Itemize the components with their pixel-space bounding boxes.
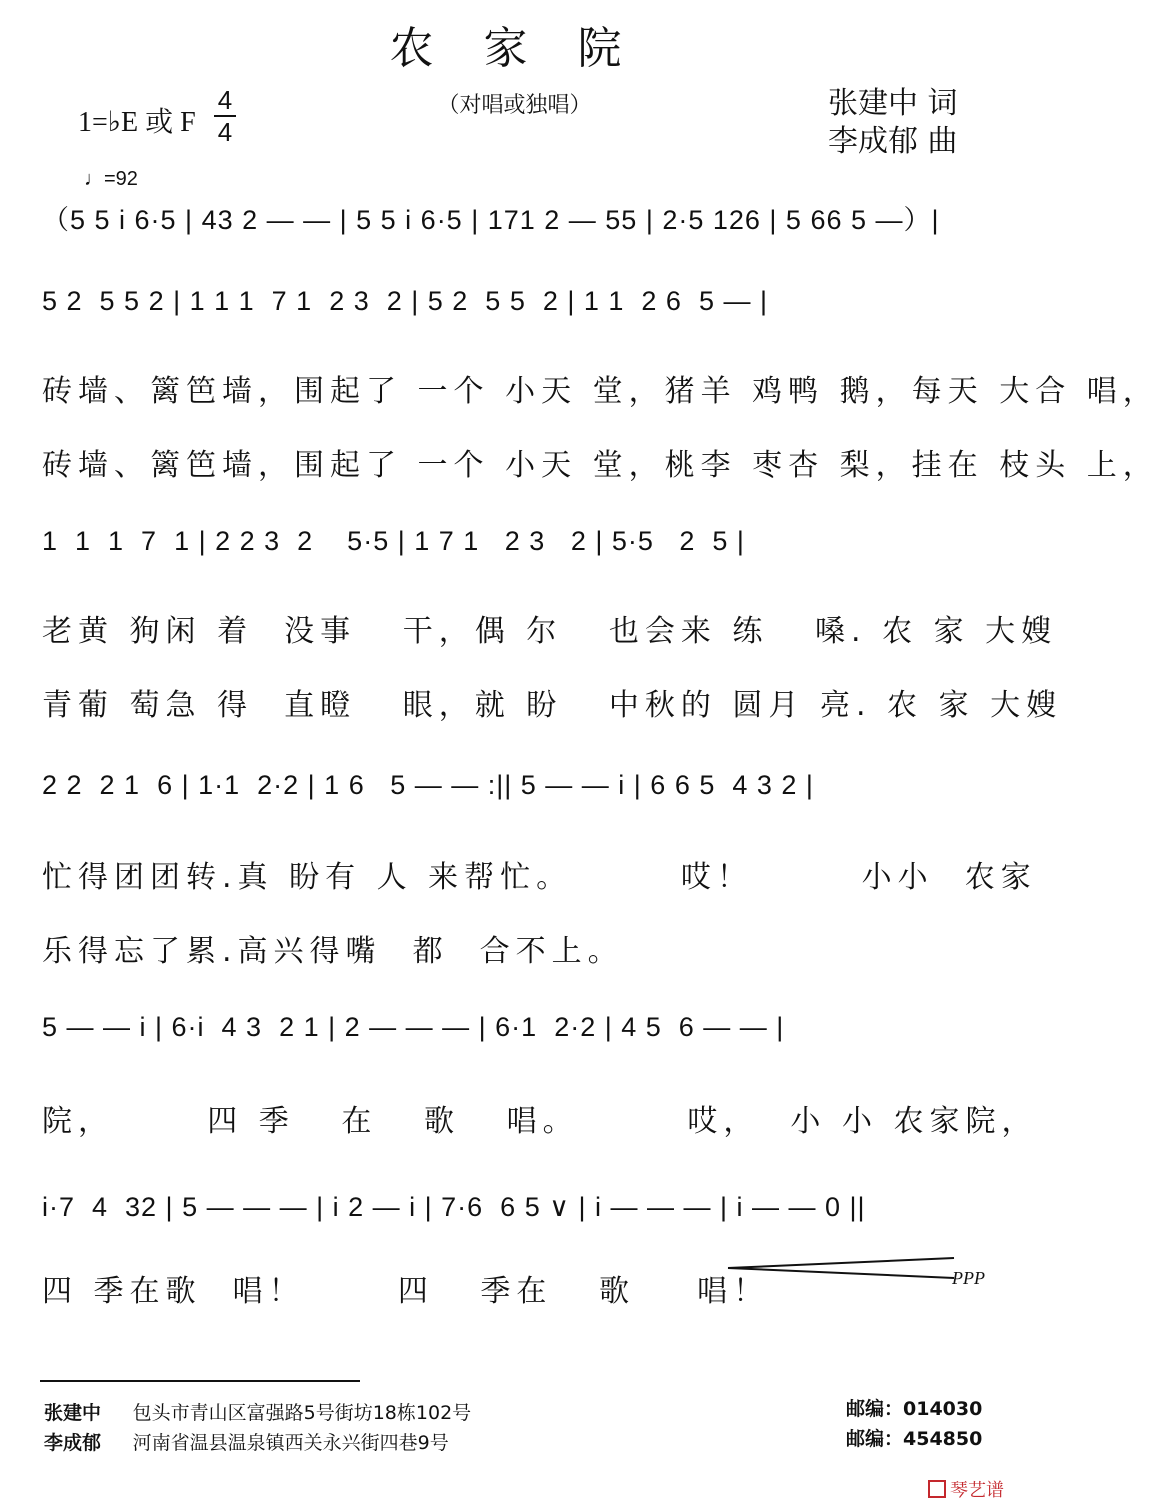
lyricist-credit: 张建中 词 [828,86,958,121]
composer-address-text: 河南省温县温泉镇西关永兴街四巷9号 [132,1432,449,1454]
lyric-verse1-line3: 忙得团团转.真 盼有 人 来帮忙。 哎！ 小小 农家 [42,860,1037,895]
performance-note: （对唱或独唱） [437,93,592,118]
logo-text: 琴艺谱 [950,1480,1004,1501]
lyric-verse2-line1: 砖墙、篱笆墙，围起了 一个 小天 堂，桃李 枣杏 梨，挂在 枝头 上， [42,448,1159,483]
footer-divider [40,1380,360,1382]
time-signature [214,86,236,146]
site-logo [928,1476,1004,1502]
key-signature: 1=♭E 或 F [78,107,196,138]
tempo-marking: ♩=92 [84,168,138,190]
lyricist-address [44,1398,471,1425]
lyricist-address-text: 包头市青山区富强路5号街坊18栋102号 [132,1402,472,1424]
composer-address [44,1428,449,1455]
time-top: 4 [217,85,233,115]
notation-line-5: i·7 4 32 | 5 — — — | i 2 — i | 7·6 6 5 ∨ | i — — — | i — — 0 || [42,1192,866,1222]
lyric-line-5: 四 季在歌 唱！ 四 季在 歌 唱！ [42,1274,770,1309]
lyric-verse1-line2: 老黄 狗闲 着 没事 干，偶 尔 也会来 练 嗓. 农 家 大嫂 [42,614,1058,649]
time-bottom: 4 [217,117,233,147]
lyric-verse1-line1: 砖墙、篱笆墙，围起了 一个 小天 堂，猪羊 鸡鸭 鹅，每天 大合 唱， [42,374,1159,409]
lyricist-name: 张建中 [44,1402,102,1424]
dynamic-marking: PPP [952,1268,985,1288]
lyric-verse2-line2: 青葡 萄急 得 直瞪 眼，就 盼 中秋的 圆月 亮. 农 家 大嫂 [42,688,1063,723]
notation-line-3: 2 2 2 1 6 | 1·1 2·2 | 1 6 5 — — :|| 5 — — i | 6 6 5 4 3 2 | [42,770,814,800]
composer-zip: 邮编：454850 [846,1428,983,1450]
decrescendo-hairpin [728,1256,958,1280]
notation-line-1: 5 2 5 5 2 | 1 1 1 7 1 2 3 2 | 5 2 5 5 2 | 1 1 2 6 5 — | [42,286,768,316]
notation-line-4: 5 — — i | 6·i 4 3 2 1 | 2 — — — | 6·1 2·2 | 4 5 6 — — | [42,1012,785,1042]
intro-notation: （5 5 i 6·5 | 43 2 — — | 5 5 i 6·5 | 171 2 — 55 | 2·5 126 | 5 66 5 —）| [42,205,940,235]
composer-name: 李成郁 [44,1432,102,1454]
composer-credit: 李成郁 曲 [828,124,958,159]
lyric-line-4: 院， 四 季 在 歌 唱。 哎， 小 小 农家院， [42,1104,1038,1139]
notation-line-2: 1 1 1 7 1 | 2 2 3 2 5·5 | 1 7 1 2 3 2 | 5·5 2 5 | [42,526,745,556]
logo-icon [928,1480,946,1498]
lyricist-zip: 邮编：014030 [846,1398,983,1420]
lyric-verse2-line3: 乐得忘了累.高兴得嘴 都 合不上。 [42,934,624,969]
song-title: 农 家 院 [389,23,640,74]
